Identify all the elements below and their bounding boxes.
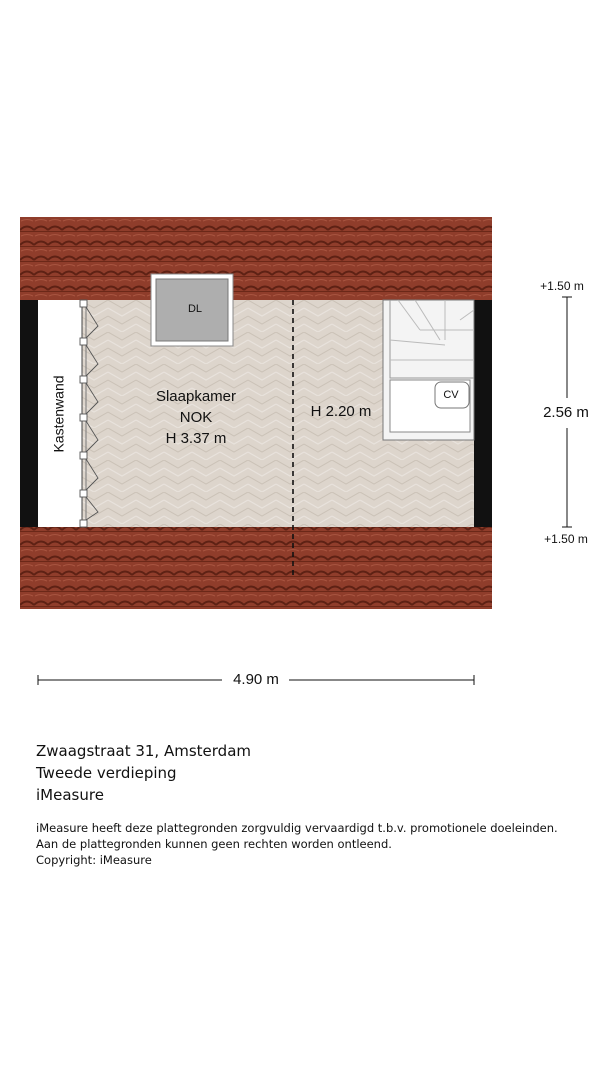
- disclaimer-line-1: iMeasure heeft deze plattegronden zorgvuldig vervaardigd t.b.v. promotionele doeleinden.: [36, 821, 558, 835]
- roof-bottom: [20, 527, 492, 609]
- closet-label: Kastenwand: [50, 375, 67, 453]
- copyright: Copyright: iMeasure: [36, 853, 152, 867]
- dim-top-label: +1.50 m: [540, 279, 584, 294]
- wall-left: [20, 300, 38, 527]
- property-info: [36, 740, 251, 806]
- staircase: [383, 300, 474, 440]
- floor-name: Tweede verdieping: [36, 764, 177, 782]
- roof-top: [20, 217, 492, 301]
- dim-bottom-label: +1.50 m: [544, 532, 588, 547]
- company-name: iMeasure: [36, 786, 104, 804]
- zone-height: H 2.20 m: [310, 402, 372, 420]
- dim-depth-label: 2.56 m: [543, 403, 589, 421]
- disclaimer-line-2: Aan de plattegronden kunnen geen rechten worden ontleend.: [36, 837, 392, 851]
- room-name: Slaapkamer: [155, 387, 237, 405]
- disclaimer: [36, 820, 558, 868]
- address: Zwaagstraat 31, Amsterdam: [36, 742, 251, 760]
- wall-right: [474, 300, 492, 527]
- boiler-label: CV: [443, 388, 459, 401]
- skylight-label: DL: [187, 302, 203, 315]
- dim-width-label: 4.90 m: [233, 670, 279, 688]
- room-height: H 3.37 m: [165, 429, 227, 447]
- room-sub: NOK: [179, 408, 213, 426]
